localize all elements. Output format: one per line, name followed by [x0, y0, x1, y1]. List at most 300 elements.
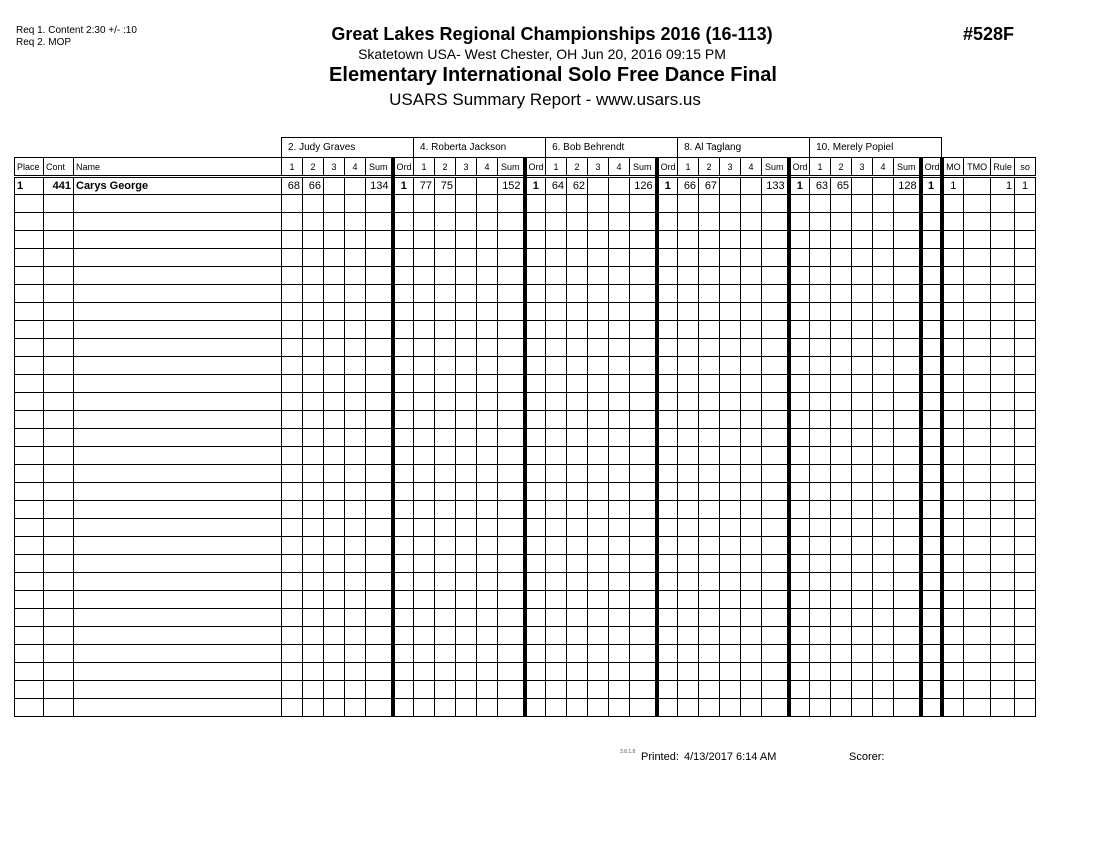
ord-cell [657, 285, 678, 303]
ord-cell [525, 465, 546, 483]
score-cell [894, 519, 921, 537]
score-cell [831, 573, 852, 591]
place-cell [15, 501, 44, 519]
ord-cell [789, 231, 810, 249]
score-cell [678, 627, 699, 645]
ord-cell [393, 555, 414, 573]
score-cell [741, 465, 762, 483]
score-cell [678, 537, 699, 555]
score-cell [498, 555, 525, 573]
mo-cell [942, 267, 964, 285]
score-cell [873, 195, 894, 213]
so-cell [1015, 213, 1036, 231]
score-cell [282, 357, 303, 375]
score-cell [609, 375, 630, 393]
score-cell [498, 681, 525, 699]
so-cell [1015, 645, 1036, 663]
score-cell [345, 339, 366, 357]
ord-cell [525, 429, 546, 447]
score-cell [852, 231, 873, 249]
score-cell [366, 555, 393, 573]
score-cell [282, 303, 303, 321]
score-cell [630, 699, 657, 717]
score-cell [699, 195, 720, 213]
score-cell [810, 357, 831, 375]
score-cell [498, 519, 525, 537]
score-cell [699, 429, 720, 447]
score-cell [852, 645, 873, 663]
score-cell [324, 375, 345, 393]
score-cell [477, 267, 498, 285]
place-cell [15, 681, 44, 699]
score-cell [456, 177, 477, 195]
score-cell [609, 411, 630, 429]
score-cell [588, 591, 609, 609]
ord-cell [789, 663, 810, 681]
score-cell [699, 609, 720, 627]
score-cell [852, 357, 873, 375]
score-cell [762, 681, 789, 699]
ord-cell [525, 321, 546, 339]
judge-name: 6. Bob Behrendt [546, 138, 678, 158]
ord-cell [921, 249, 942, 267]
cont-cell [44, 249, 74, 267]
tmo-cell [964, 393, 991, 411]
score-cell [873, 357, 894, 375]
rule-cell [991, 429, 1015, 447]
score-cell [831, 213, 852, 231]
place-cell [15, 195, 44, 213]
score-cell [303, 519, 324, 537]
sum-cell: 134 [366, 177, 393, 195]
ord-cell [789, 609, 810, 627]
score-cell: 67 [699, 177, 720, 195]
score-cell [546, 465, 567, 483]
mo-header: MO [942, 158, 964, 177]
cont-cell [44, 303, 74, 321]
score-cell [567, 303, 588, 321]
score-cell [831, 411, 852, 429]
score-cell [498, 573, 525, 591]
place-cell [15, 645, 44, 663]
tmo-cell [964, 303, 991, 321]
score-cell [720, 195, 741, 213]
score-cell [324, 303, 345, 321]
sum-cell: 126 [630, 177, 657, 195]
report-title: USARS Summary Report - www.usars.us [389, 90, 701, 109]
score-cell [414, 357, 435, 375]
score-cell [324, 339, 345, 357]
score-cell [630, 303, 657, 321]
ord-cell [921, 447, 942, 465]
score-cell [546, 591, 567, 609]
score-cell [282, 447, 303, 465]
so-cell [1015, 663, 1036, 681]
score-cell [366, 303, 393, 321]
score-cell [567, 501, 588, 519]
score-cell [366, 645, 393, 663]
score-cell [366, 699, 393, 717]
score-cell [366, 321, 393, 339]
name-cell [74, 591, 282, 609]
tmo-cell [964, 375, 991, 393]
score-cell [720, 285, 741, 303]
score-cell [810, 573, 831, 591]
so-cell [1015, 609, 1036, 627]
score-cell [873, 699, 894, 717]
score-cell [567, 681, 588, 699]
score-cell [894, 555, 921, 573]
place-cell [15, 267, 44, 285]
cont-cell [44, 681, 74, 699]
score-cell [630, 429, 657, 447]
score-cell [498, 393, 525, 411]
ord-cell [789, 483, 810, 501]
ord-cell [921, 519, 942, 537]
rule-cell [991, 267, 1015, 285]
score-cell [366, 267, 393, 285]
score-cell [630, 591, 657, 609]
score-cell [852, 627, 873, 645]
score-cell [720, 681, 741, 699]
score-header: 3 [324, 158, 345, 177]
score-cell [831, 339, 852, 357]
score-cell [699, 321, 720, 339]
place-cell [15, 429, 44, 447]
score-cell [303, 591, 324, 609]
score-cell [831, 429, 852, 447]
mo-cell [942, 447, 964, 465]
score-cell [831, 393, 852, 411]
score-cell [720, 537, 741, 555]
ord-cell [789, 699, 810, 717]
score-cell [894, 231, 921, 249]
empty-row [15, 465, 1036, 483]
score-cell [609, 483, 630, 501]
score-cell [741, 663, 762, 681]
score-cell [831, 501, 852, 519]
name-cell [74, 393, 282, 411]
score-cell [894, 195, 921, 213]
score-cell [720, 483, 741, 501]
score-cell [567, 375, 588, 393]
score-cell [435, 321, 456, 339]
score-cell [588, 465, 609, 483]
score-cell [720, 501, 741, 519]
score-cell [762, 411, 789, 429]
score-cell [831, 681, 852, 699]
mo-cell: 1 [942, 177, 964, 195]
score-cell [609, 555, 630, 573]
score-cell [477, 357, 498, 375]
score-cell [546, 627, 567, 645]
score-cell [831, 375, 852, 393]
score-cell [477, 591, 498, 609]
place-cell [15, 519, 44, 537]
so-cell [1015, 339, 1036, 357]
score-cell [588, 195, 609, 213]
name-cell [74, 501, 282, 519]
score-cell [498, 537, 525, 555]
place-cell [15, 339, 44, 357]
score-cell [762, 375, 789, 393]
ord-cell: 1 [657, 177, 678, 195]
place-cell [15, 609, 44, 627]
tmo-cell [964, 555, 991, 573]
score-cell [282, 483, 303, 501]
rule-cell [991, 357, 1015, 375]
score-cell [498, 609, 525, 627]
empty-row [15, 555, 1036, 573]
score-cell [324, 447, 345, 465]
score-cell [699, 627, 720, 645]
score-cell [345, 321, 366, 339]
score-cell [588, 699, 609, 717]
score-cell [678, 429, 699, 447]
score-cell [699, 483, 720, 501]
score-cell [699, 645, 720, 663]
ord-cell [525, 357, 546, 375]
score-cell [609, 447, 630, 465]
score-cell [831, 285, 852, 303]
ord-cell [393, 339, 414, 357]
ord-cell [921, 537, 942, 555]
score-cell [810, 303, 831, 321]
score-cell [894, 645, 921, 663]
score-cell [831, 645, 852, 663]
name-header: Name [74, 158, 282, 177]
ord-cell [657, 537, 678, 555]
ord-cell [393, 645, 414, 663]
ord-cell [393, 195, 414, 213]
empty-row [15, 195, 1036, 213]
score-cell [435, 213, 456, 231]
score-cell [762, 483, 789, 501]
score-cell [303, 285, 324, 303]
ord-cell [657, 681, 678, 699]
score-cell [324, 591, 345, 609]
score-cell [366, 249, 393, 267]
score-cell [345, 447, 366, 465]
score-cell [477, 249, 498, 267]
score-cell [567, 285, 588, 303]
score-cell [873, 177, 894, 195]
score-cell [873, 663, 894, 681]
score-cell [678, 645, 699, 663]
score-cell [720, 249, 741, 267]
score-cell [303, 195, 324, 213]
score-cell [345, 195, 366, 213]
score-cell [414, 285, 435, 303]
score-cell [303, 411, 324, 429]
version-label: 3.8.1.8 [620, 749, 636, 755]
score-cell [588, 267, 609, 285]
score-cell [894, 393, 921, 411]
score-cell [810, 267, 831, 285]
score-header: 2 [567, 158, 588, 177]
score-cell [699, 447, 720, 465]
score-cell [762, 285, 789, 303]
score-cell [762, 501, 789, 519]
ord-cell [921, 231, 942, 249]
score-cell [345, 591, 366, 609]
score-cell [345, 429, 366, 447]
score-header: 1 [810, 158, 831, 177]
score-cell [324, 465, 345, 483]
score-cell [435, 609, 456, 627]
score-cell [852, 177, 873, 195]
score-cell [678, 213, 699, 231]
so-cell [1015, 231, 1036, 249]
score-cell [456, 375, 477, 393]
score-cell [456, 681, 477, 699]
score-cell [456, 555, 477, 573]
score-cell [498, 267, 525, 285]
score-cell [609, 681, 630, 699]
score-cell [873, 681, 894, 699]
score-cell [741, 231, 762, 249]
score-cell [588, 483, 609, 501]
score-cell [546, 573, 567, 591]
score-cell [498, 465, 525, 483]
score-cell [303, 609, 324, 627]
score-cell [831, 357, 852, 375]
score-cell [477, 285, 498, 303]
score-cell [678, 699, 699, 717]
score-cell [741, 285, 762, 303]
so-cell [1015, 465, 1036, 483]
empty-row [15, 375, 1036, 393]
score-cell [282, 663, 303, 681]
score-header: 3 [852, 158, 873, 177]
score-cell [456, 321, 477, 339]
score-header: 4 [741, 158, 762, 177]
score-cell [477, 609, 498, 627]
score-cell [303, 483, 324, 501]
score-cell [303, 627, 324, 645]
score-cell [435, 411, 456, 429]
score-cell [414, 339, 435, 357]
rule-cell: 1 [991, 177, 1015, 195]
score-cell [873, 519, 894, 537]
tmo-cell [964, 195, 991, 213]
score-header: 3 [456, 158, 477, 177]
score-cell [699, 519, 720, 537]
score-cell [609, 267, 630, 285]
score-cell [810, 645, 831, 663]
tmo-cell [964, 339, 991, 357]
score-cell [720, 447, 741, 465]
score-cell [852, 267, 873, 285]
place-cell [15, 483, 44, 501]
score-cell [366, 465, 393, 483]
place-cell [15, 591, 44, 609]
rule-cell [991, 231, 1015, 249]
tmo-cell [964, 537, 991, 555]
score-cell [282, 375, 303, 393]
tmo-cell [964, 681, 991, 699]
score-cell [741, 177, 762, 195]
score-cell [810, 537, 831, 555]
score-cell [678, 573, 699, 591]
score-cell [498, 501, 525, 519]
score-cell [630, 357, 657, 375]
score-cell [894, 447, 921, 465]
tmo-cell [964, 321, 991, 339]
place-cell [15, 465, 44, 483]
score-header: 4 [477, 158, 498, 177]
score-cell [720, 177, 741, 195]
score-cell [303, 537, 324, 555]
score-cell [366, 231, 393, 249]
score-cell [435, 447, 456, 465]
name-cell [74, 429, 282, 447]
score-cell [609, 699, 630, 717]
score-cell [567, 357, 588, 375]
score-cell [762, 339, 789, 357]
score-cell [630, 465, 657, 483]
score-cell [873, 609, 894, 627]
ord-cell [789, 285, 810, 303]
score-cell [810, 213, 831, 231]
score-header: 2 [435, 158, 456, 177]
ord-cell [921, 213, 942, 231]
score-cell [282, 285, 303, 303]
tmo-header: TMO [964, 158, 991, 177]
score-cell [762, 465, 789, 483]
score-cell [741, 501, 762, 519]
cont-cell [44, 195, 74, 213]
score-cell [498, 627, 525, 645]
score-cell [324, 195, 345, 213]
score-cell [546, 393, 567, 411]
score-cell [588, 411, 609, 429]
tmo-cell [964, 447, 991, 465]
score-cell [720, 321, 741, 339]
score-cell [414, 663, 435, 681]
score-cell [546, 249, 567, 267]
score-cell [630, 645, 657, 663]
score-cell [303, 429, 324, 447]
score-cell [588, 645, 609, 663]
score-cell: 62 [567, 177, 588, 195]
score-cell [588, 609, 609, 627]
score-cell [699, 591, 720, 609]
ord-cell [393, 321, 414, 339]
score-cell [366, 609, 393, 627]
score-cell [414, 645, 435, 663]
score-cell [894, 429, 921, 447]
ord-cell [393, 591, 414, 609]
score-cell [546, 681, 567, 699]
score-cell [546, 447, 567, 465]
score-cell [546, 357, 567, 375]
score-cell [303, 681, 324, 699]
score-cell [852, 663, 873, 681]
score-cell [345, 411, 366, 429]
ord-cell [921, 627, 942, 645]
cont-cell [44, 591, 74, 609]
score-cell [456, 249, 477, 267]
cont-cell [44, 339, 74, 357]
rule-cell [991, 249, 1015, 267]
score-cell [282, 627, 303, 645]
score-cell [720, 393, 741, 411]
tmo-cell [964, 213, 991, 231]
ord-cell [525, 195, 546, 213]
score-cell [894, 483, 921, 501]
score-cell [588, 573, 609, 591]
